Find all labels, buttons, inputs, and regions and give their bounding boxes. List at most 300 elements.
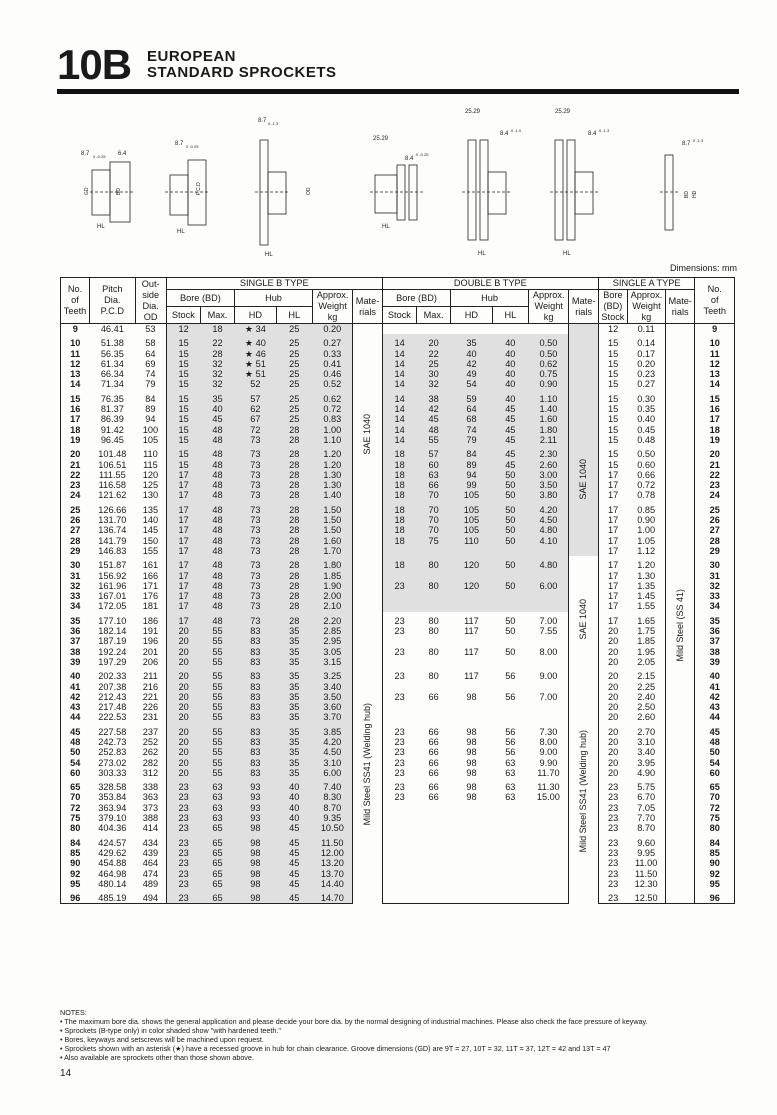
cell: 3.60 <box>312 702 352 712</box>
cell: 25 <box>695 501 735 515</box>
cell: 14.40 <box>312 879 352 889</box>
cell: 35 <box>61 612 90 626</box>
table-row <box>61 536 735 546</box>
note-3: • Bores, keyways and setscrews will be machined upon request. <box>60 1035 264 1044</box>
cell: 15.00 <box>536 792 560 803</box>
cell: 35 <box>276 712 312 722</box>
cell: 379.10 <box>98 813 127 824</box>
cell: 66 <box>428 726 439 737</box>
cell: 66 <box>428 691 439 702</box>
cell: 0.50 <box>637 449 656 460</box>
cell: 70 <box>417 525 451 535</box>
cell: 110 <box>135 445 166 459</box>
cell: 20 <box>598 702 627 712</box>
cell: 17 <box>598 470 627 480</box>
cell: 18 <box>382 536 416 546</box>
table-row <box>61 692 735 702</box>
cell <box>417 591 451 601</box>
cell: 37 <box>695 636 735 646</box>
cell: 92 <box>61 869 90 879</box>
cell: 0.50 <box>528 349 568 359</box>
cell: 98 <box>466 757 477 768</box>
cell <box>528 848 568 858</box>
sprocket-drawings <box>60 100 740 270</box>
cell <box>417 858 451 868</box>
cell: 39 <box>61 657 90 667</box>
cell: 15 <box>598 435 627 445</box>
table-row <box>61 369 735 379</box>
cell: 25 <box>276 379 312 389</box>
table-row <box>61 834 735 848</box>
cell: 85 <box>61 848 90 858</box>
cell: 166 <box>135 571 166 581</box>
cell: 2.70 <box>637 726 656 737</box>
table-row <box>61 404 735 414</box>
cell: 2.40 <box>637 691 656 702</box>
cell: 1.30 <box>637 570 656 581</box>
d5-b: 8.4 <box>500 131 509 137</box>
cell: 83 <box>235 723 276 737</box>
d1-hl: HL <box>97 224 105 230</box>
cell <box>451 848 492 858</box>
cell: 15 <box>695 390 735 404</box>
cell: 14 <box>382 435 416 445</box>
sprocket-table <box>60 277 735 904</box>
cell: 1.50 <box>312 515 352 525</box>
cell: 429.62 <box>98 847 127 858</box>
cell: 7.55 <box>539 626 558 637</box>
cell: 101.48 <box>98 449 127 460</box>
cell: 32 <box>200 359 234 369</box>
cell <box>528 571 568 581</box>
cell: 25 <box>276 349 312 359</box>
cell: 69 <box>135 359 166 369</box>
cell: 474 <box>135 869 166 879</box>
cell: 22 <box>200 334 234 348</box>
cell: 63 <box>505 757 516 768</box>
cell: 25 <box>276 369 312 379</box>
material-double-b: Mild Steel SS41 (Welding hub) <box>569 682 599 904</box>
cell: ★ 51 <box>235 369 276 379</box>
cell <box>492 636 528 646</box>
cell: 15 <box>166 414 200 424</box>
cell: 3.10 <box>637 736 656 747</box>
cell: 66.34 <box>100 369 124 380</box>
cell: 48 <box>200 612 234 626</box>
cell: 8.00 <box>539 646 558 657</box>
cell: 62 <box>235 404 276 414</box>
cell: 93 <box>235 792 276 802</box>
cell <box>492 601 528 611</box>
cell: 202.33 <box>98 671 127 682</box>
cell: 79 <box>135 379 166 389</box>
cell <box>382 571 416 581</box>
cell <box>417 682 451 692</box>
table-row <box>61 682 735 692</box>
cell: 70 <box>417 515 451 525</box>
cell: 20 <box>166 626 200 636</box>
d3-a-tol: 0 -1.3 <box>268 121 279 126</box>
cell: 17 <box>598 591 627 601</box>
cell: 282 <box>135 758 166 768</box>
cell: 35 <box>276 737 312 747</box>
cell: 35 <box>276 636 312 646</box>
cell: 12 <box>61 359 90 369</box>
cell: 55 <box>200 636 234 646</box>
cell: 19 <box>695 435 735 445</box>
cell: 45 <box>695 723 735 737</box>
cell: 18 <box>382 525 416 535</box>
cell: 2.20 <box>312 612 352 626</box>
cell: 464 <box>135 858 166 868</box>
cell: 3.95 <box>637 757 656 768</box>
cell: ★ 51 <box>235 359 276 369</box>
cell: 43 <box>61 702 90 712</box>
header-line1: EUROPEAN <box>147 48 237 65</box>
cell: 23 <box>166 879 200 889</box>
cell: 23 <box>598 834 627 848</box>
cell: 464.98 <box>98 868 127 879</box>
cell: 0.11 <box>637 324 655 334</box>
cell: 96 <box>695 889 735 904</box>
cell: 22 <box>695 470 735 480</box>
cell: 20 <box>598 747 627 757</box>
cell: 55 <box>200 712 234 722</box>
cell: 28 <box>276 581 312 591</box>
cell: 23 <box>166 792 200 802</box>
cell: 34 <box>61 601 90 611</box>
cell: 17 <box>166 571 200 581</box>
cell: 18 <box>382 490 416 500</box>
cell: 63 <box>505 782 516 793</box>
cell <box>451 324 492 335</box>
cell: 42 <box>451 359 492 369</box>
cell: 42 <box>695 692 735 702</box>
cell: 73 <box>235 591 276 601</box>
cell: 27 <box>61 525 90 535</box>
cell: 83 <box>235 737 276 747</box>
cell: 30 <box>61 556 90 570</box>
table-row <box>61 525 735 535</box>
cell: 18 <box>382 515 416 525</box>
table-row <box>61 591 735 601</box>
cell: 161.96 <box>98 580 127 591</box>
cell: 12 <box>598 324 627 335</box>
cell <box>417 848 451 858</box>
cell: 20 <box>695 445 735 459</box>
h-outside: Out- side Dia. OD <box>135 278 166 324</box>
cell: 37 <box>61 636 90 646</box>
cell <box>382 848 416 858</box>
cell: 0.27 <box>312 334 352 348</box>
cell: 21 <box>695 460 735 470</box>
cell: 1.12 <box>637 545 656 556</box>
cell: 98 <box>235 869 276 879</box>
table-row <box>61 636 735 646</box>
drawing-7 <box>660 138 704 230</box>
notes <box>60 1008 740 1062</box>
table-row <box>61 803 735 813</box>
cell: 32 <box>200 369 234 379</box>
cell: 45 <box>492 425 528 435</box>
cell: 55 <box>200 758 234 768</box>
cell: 48 <box>200 445 234 459</box>
cell: 35 <box>276 747 312 757</box>
cell <box>451 712 492 722</box>
cell: 60 <box>61 768 90 778</box>
cell <box>528 636 568 646</box>
cell: 83 <box>235 702 276 712</box>
cell: 98 <box>466 782 477 793</box>
cell: 65 <box>200 834 234 848</box>
cell: 0.20 <box>312 324 352 335</box>
cell: 72 <box>61 803 90 813</box>
cell: 197.29 <box>98 656 127 667</box>
cell <box>492 591 528 601</box>
cell: 135 <box>135 501 166 515</box>
cell: 211 <box>135 667 166 681</box>
cell: 68 <box>451 414 492 424</box>
cell: 14 <box>382 334 416 348</box>
table-row <box>61 546 735 556</box>
drawing-2 <box>165 141 210 235</box>
cell: 3.25 <box>312 667 352 681</box>
cell: 38 <box>417 390 451 404</box>
cell: 110 <box>451 536 492 546</box>
cell: 23 <box>166 813 200 823</box>
cell: 98 <box>466 792 477 803</box>
drawing-4 <box>370 136 429 230</box>
cell: 23 <box>382 581 416 591</box>
cell: 15 <box>166 404 200 414</box>
cell: 2.25 <box>637 681 656 692</box>
cell: 8.30 <box>312 792 352 802</box>
cell: 98 <box>235 858 276 868</box>
cell: 105 <box>451 515 492 525</box>
cell: 120 <box>451 581 492 591</box>
cell: 1.50 <box>312 525 352 535</box>
cell: 55 <box>417 435 451 445</box>
cell: 404.36 <box>98 823 127 834</box>
cell: 9.90 <box>539 757 558 768</box>
cell: 9 <box>61 324 90 335</box>
h-d-hub: Hub <box>451 290 529 307</box>
d3-a: 8.7 <box>258 118 267 124</box>
cell: 17 <box>598 571 627 581</box>
cell: 23 <box>382 647 416 657</box>
cell: 55 <box>200 667 234 681</box>
cell <box>417 879 451 889</box>
cell: 50 <box>505 626 516 637</box>
table-row <box>61 869 735 879</box>
cell: 10 <box>61 334 90 348</box>
cell: 17 <box>166 536 200 546</box>
cell <box>382 657 416 667</box>
cell <box>382 324 416 335</box>
cell: 15 <box>166 379 200 389</box>
cell <box>492 858 528 868</box>
h-pitch: Pitch Dia. P.C.D <box>90 278 136 324</box>
cell: 44 <box>695 712 735 722</box>
cell: 9.60 <box>637 837 656 848</box>
cell: 56.35 <box>100 348 124 359</box>
cell: 172.05 <box>98 601 127 612</box>
cell: 32 <box>695 581 735 591</box>
drawing-6 <box>550 109 610 257</box>
cell: 11.50 <box>312 834 352 848</box>
cell <box>528 858 568 868</box>
cell: 73 <box>235 601 276 611</box>
cell: 23 <box>382 778 416 792</box>
cell: 273.02 <box>98 757 127 768</box>
cell: 83 <box>235 768 276 778</box>
cell: 20 <box>166 747 200 757</box>
h-d-max: Max. <box>417 307 451 324</box>
cell: 73 <box>235 612 276 626</box>
cell: 0.46 <box>312 369 352 379</box>
cell <box>528 702 568 712</box>
cell: 18 <box>695 425 735 435</box>
cell <box>382 803 416 813</box>
cell: 55 <box>200 737 234 747</box>
cell: 3.15 <box>312 657 352 667</box>
cell: 20 <box>166 682 200 692</box>
cell: 14 <box>382 369 416 379</box>
h-a-weight: Approx. Weight kg <box>627 290 665 324</box>
cell: 45 <box>61 723 90 737</box>
cell: 17 <box>598 546 627 556</box>
cell: 28 <box>276 571 312 581</box>
cell: 23 <box>598 823 627 833</box>
cell: 0.85 <box>637 504 656 515</box>
d5-a: 25.29 <box>465 109 481 115</box>
cell: 11.70 <box>537 767 560 778</box>
cell: 105 <box>135 435 166 445</box>
cell: 98 <box>235 889 276 904</box>
cell: 23 <box>166 869 200 879</box>
table-row <box>61 848 735 858</box>
cell: 151.87 <box>98 560 127 571</box>
cell: 23 <box>598 879 627 889</box>
cell: 40 <box>276 792 312 802</box>
cell: 217.48 <box>98 702 127 713</box>
cell: 80 <box>428 646 439 657</box>
cell: 38 <box>61 647 90 657</box>
cell: 55 <box>200 647 234 657</box>
cell: 73 <box>235 460 276 470</box>
cell: 0.52 <box>312 379 352 389</box>
cell: 12 <box>166 324 200 335</box>
cell <box>451 657 492 667</box>
note-4: • Sprockets shown with an asterisk (★) have a recessed groove in hub for chain clearance. Groove dimensions (GD) are 9T = 27, 10T = 32, 11T = 37, 12T = 42 and 13T = 47 <box>60 1044 611 1053</box>
cell <box>492 813 528 823</box>
cell: 41 <box>695 682 735 692</box>
cell: 20 <box>598 737 627 747</box>
d6-a: 25.29 <box>555 109 571 115</box>
h-single-a: SINGLE A TYPE <box>598 278 695 290</box>
cell: 5.75 <box>637 782 656 793</box>
cell <box>492 889 528 904</box>
cell: 23 <box>598 848 627 858</box>
table-row <box>61 515 735 525</box>
cell: 83 <box>235 682 276 692</box>
cell: 4.10 <box>528 536 568 546</box>
cell: 96 <box>61 889 90 904</box>
cell: 1.40 <box>312 490 352 500</box>
cell: 23 <box>166 848 200 858</box>
cell: 17 <box>598 536 627 546</box>
cell: 74 <box>451 425 492 435</box>
cell: 50 <box>492 515 528 525</box>
cell: 66 <box>428 747 439 758</box>
cell: 93 <box>235 813 276 823</box>
cell <box>528 546 568 556</box>
cell: 65 <box>200 858 234 868</box>
d2-a: 8.7 <box>175 141 184 147</box>
cell <box>417 702 451 712</box>
cell <box>492 848 528 858</box>
cell: 56 <box>505 726 516 737</box>
cell: 20 <box>598 667 627 681</box>
cell: 50 <box>492 536 528 546</box>
drawing-3 <box>255 118 312 258</box>
cell: 56 <box>505 671 516 682</box>
cell: 98 <box>235 823 276 833</box>
cell: 252.83 <box>98 747 127 758</box>
cell: 56 <box>505 691 516 702</box>
cell: 52 <box>235 379 276 389</box>
cell: 61.34 <box>100 358 124 369</box>
cell: 34 <box>695 601 735 611</box>
cell <box>492 682 528 692</box>
cell <box>492 823 528 833</box>
cell: 50 <box>492 581 528 591</box>
cell <box>528 712 568 722</box>
cell: 20 <box>166 702 200 712</box>
cell: 196 <box>135 636 166 646</box>
cell: 98 <box>466 691 477 702</box>
cell: 31 <box>61 571 90 581</box>
cell: 9.35 <box>312 813 352 823</box>
h-single-b: SINGLE B TYPE <box>166 278 382 290</box>
cell: 4.80 <box>528 556 568 570</box>
cell: 23 <box>382 737 416 747</box>
cell: 201 <box>135 647 166 657</box>
cell: 98 <box>466 767 477 778</box>
cell: 0.90 <box>637 515 656 526</box>
cell: 64 <box>451 404 492 414</box>
cell: 40 <box>492 379 528 389</box>
cell <box>451 803 492 813</box>
cell: 55 <box>200 692 234 702</box>
cell <box>451 858 492 868</box>
cell: 67 <box>235 414 276 424</box>
cell: 0.75 <box>528 369 568 379</box>
cell: 32 <box>61 581 90 591</box>
cell: 187.19 <box>98 636 127 647</box>
cell: 90 <box>61 858 90 868</box>
cell: 14 <box>382 390 416 404</box>
cell: 40 <box>492 359 528 369</box>
cell: 60 <box>417 460 451 470</box>
cell <box>528 682 568 692</box>
cell: 31 <box>695 571 735 581</box>
cell: 48 <box>200 460 234 470</box>
cell: 45 <box>200 414 234 424</box>
note-5: • Also available are sprockets other than those shown above. <box>60 1053 254 1062</box>
cell: 494 <box>135 889 166 904</box>
cell: 11.50 <box>635 868 658 879</box>
